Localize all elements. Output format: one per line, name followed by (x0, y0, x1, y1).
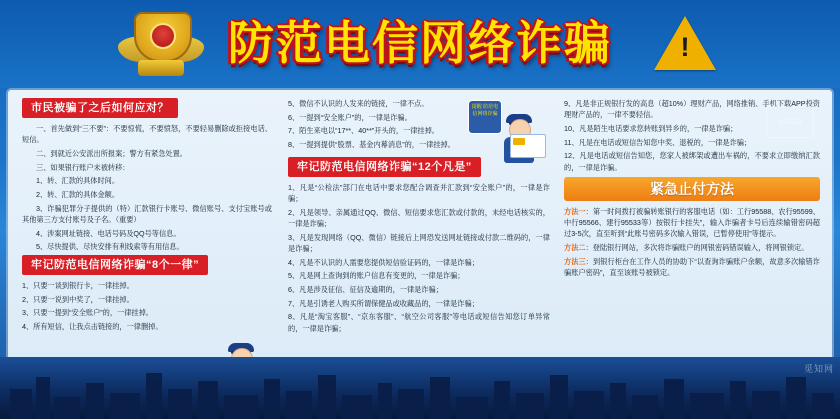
method-row (564, 242, 820, 253)
col2-item: 2、凡是领导、亲属通过QQ、微信、短信要求您汇款或付款的，未经电话核实的，一律是诈骗； (288, 207, 550, 228)
col1-rule-item: 1、只要一谈到银行卡，一律挂掉。 (22, 281, 134, 291)
content-panel (8, 90, 832, 362)
col2-top-item: 5、微信不认识的人发来的链接，一律不点。 (288, 99, 429, 108)
watermark-box: LOGO (766, 106, 814, 138)
method-text: 到银行柜台在工作人员的协助下“以查询诈骗账户余额，故意多次输错诈骗账户密码”，直至该账号被锁定。 (564, 256, 820, 277)
col2-top-item: 6、一提到“安全账户”的，一律是诈骗。 (288, 112, 412, 122)
col2-item: 3、凡是发现网络（QQ、微信）链接后上网恐发送网址链接或付款二维码的，一律是诈骗； (288, 232, 550, 253)
col1-heading: 市民被骗了之后如何应对？ (22, 98, 178, 118)
col1-item: 5、尽快提供、尽快安排有利线索等有用信息。 (36, 242, 184, 252)
police-officer-icon (468, 100, 546, 158)
col2-item: 4、凡是不认识的人需要您提供短信验证码的，一律是诈骗； (288, 257, 479, 267)
col3-top-item: 11、凡是在电话或短信告知您中奖、退税的，一律是诈骗； (564, 137, 752, 147)
col3-top-item: 10、凡是陌生电话要求您转账到异乡的，一律是诈骗； (564, 123, 738, 133)
col1-item: 4、涉案网址链接、电话号码及QQ号等信息。 (36, 228, 181, 238)
col1-sub-heading: 牢记防范电信网络诈骗“8个一律” (22, 255, 208, 275)
col2-item: 5、凡是网上查询到的账户信息有变更的，一律是诈骗； (288, 271, 465, 281)
method-row (564, 206, 820, 240)
col1-item: 一、首先做到“三不要”：不要惊慌，不要愤怒，不要轻易删除或拒接电话、短信。 (22, 124, 272, 145)
col3-top-item: 12、凡是电话或短信告知您，您家人被绑架或遭出车祸的，不要求立即缴纳汇款的，一律是诈骗。 (564, 151, 820, 172)
col1-item: 二、到就近公安派出所报案；警方有紧急处置。 (36, 148, 187, 158)
method-row (564, 256, 820, 278)
city-skyline-graphic (0, 357, 840, 419)
col2-heading: 牢记防范电信网络诈骗“12个凡是” (288, 157, 481, 177)
col1-item: 2、转、汇款的具体金额。 (36, 190, 120, 200)
col2-top-item: 7、陌生来电以“17**、40**”开头的，一律挂掉。 (288, 126, 439, 136)
poster-header (0, 0, 840, 88)
column-two (288, 98, 550, 336)
col1-rule-item: 3、只要一提到“安全账户”的，一律挂掉。 (22, 308, 153, 318)
page-title: 防范电信网络诈骗 (228, 16, 612, 70)
col1-item: 3、诈骗犯罪分子提供的（特）汇款银行卡账号、微信账号、支付宝账号或其他第三方支付账号及子名。（重要） (22, 203, 272, 224)
col2-item: 1、凡是“公检法”部门在电话中要求您配合调查并汇款到“安全账户”的，一律是诈骗； (288, 182, 550, 204)
col1-rule-item: 2、只要一说到中奖了，一律挂掉。 (22, 294, 134, 304)
column-one (22, 98, 272, 335)
col3-top-item: 9、凡是非正规银行发的高息（超10%）理财产品，网络推销、手机下载APP投资理财产品的，一律不要轻信。 (564, 99, 820, 120)
col1-rule-item: 4、所有短信，让我点击链接的，一律删掉。 (22, 322, 163, 332)
method-text: 登陆银行网站，多次将诈骗账户的网银密码错误输入，将网银锁定。 (592, 242, 809, 252)
method-label: 方法三： (564, 256, 593, 266)
warning-glyph: ! (680, 32, 690, 62)
warning-triangle-icon (654, 16, 716, 72)
method-text: 第一时间拨打被骗转账银行的客服电话（如：工行95588、农行95599、中行95566、建行95533等）按银行卡挂失”，输入诈骗者卡号后连续输错密码超过3-5次，直至听到“此账号密码多次输入错误，已暂停使用”等提示。 (564, 206, 820, 239)
method-label: 方法二： (564, 242, 593, 252)
col1-item: 1、转、汇款的具体时间。 (36, 176, 120, 186)
police-badge-icon (118, 10, 204, 80)
column-three (564, 98, 820, 280)
col2-top-item: 8、一提到提供“股票、基金内幕消息”的，一律挂掉。 (288, 140, 455, 150)
col2-item: 6、凡是涉及征信、征信及逾期的，一律是诈骗； (288, 284, 443, 294)
bank-card-icon (510, 134, 546, 158)
method-label: 方法一： (564, 206, 593, 216)
col3-heading: 紧急止付方法 (564, 177, 820, 201)
col1-item: 三、如果银行账户未被转移： (36, 162, 130, 172)
col2-item: 8、凡是“淘宝客服”、“京东客服”、“航空公司客服”等电话或短信告知您订单异常的，一律是诈骗； (288, 312, 550, 333)
watermark-text: 觅知网 (803, 364, 834, 374)
speech-bubble: 提醒 防范电信网络诈骗 (468, 100, 502, 134)
col2-item: 7、凡是引诱老人购买所谓保健品或收藏品的，一律是诈骗； (288, 298, 479, 308)
